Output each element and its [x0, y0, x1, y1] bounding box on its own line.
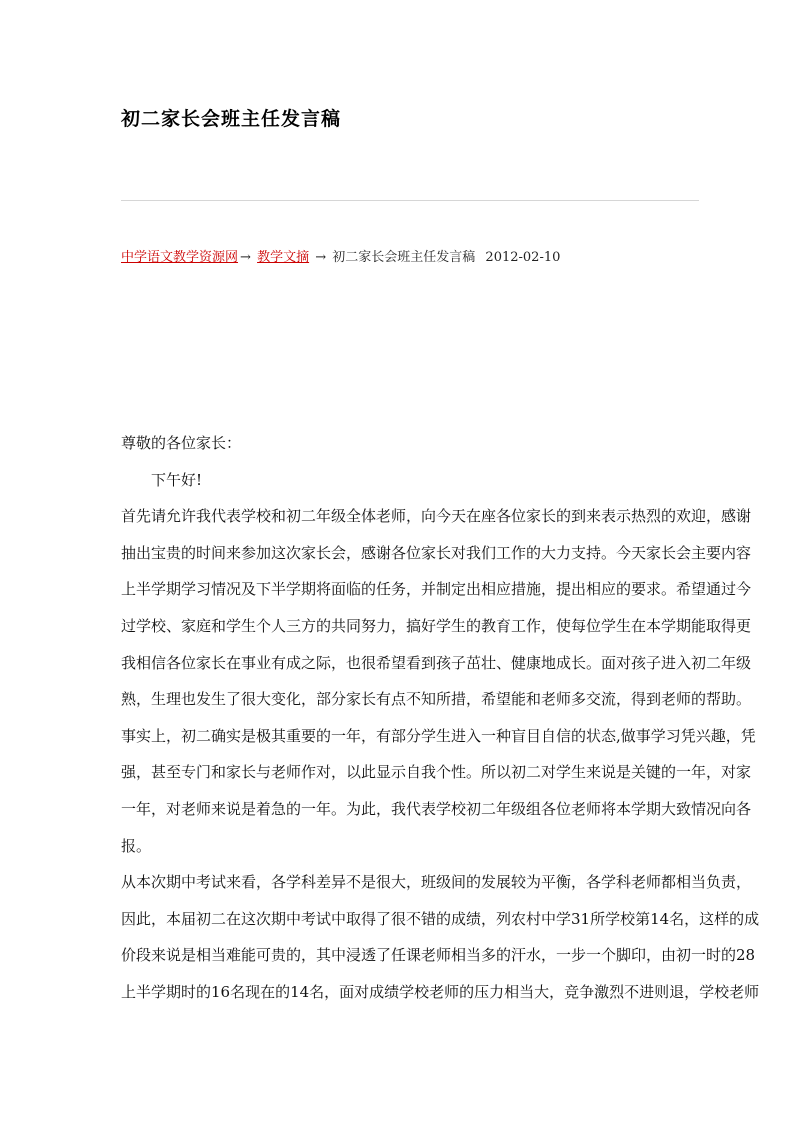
- article-body: [121, 425, 794, 1011]
- salutation: 尊敬的各位家长：: [121, 434, 242, 452]
- paragraph-line: 我相信各位家长在事业有成之际，也很希望看到孩子茁壮、健康地成长。面对孩子进入初二年级: [121, 653, 752, 672]
- paragraph-line: 过学校、家庭和学生个人三方的共同努力，搞好学生的教育工作，使每位学生在本学期能取得更: [121, 616, 752, 635]
- paragraph-line: 熟，生理也发生了很大变化，部分家长有点不知所措，希望能和老师多交流，得到老师的帮助。: [121, 690, 752, 709]
- breadcrumb-site-link[interactable]: 中学语文教学资源网: [121, 250, 239, 265]
- paragraph-line: 首先请允许我代表学校和初二年级全体老师，向今天在座各位家长的到来表示热烈的欢迎，感谢: [121, 507, 752, 526]
- paragraph-line: 报。: [121, 836, 152, 855]
- publish-date: 2012-02-10: [485, 250, 561, 265]
- paragraph-line: 从本次期中考试来看，各学科差异不是很大，班级间的发展较为平衡，各学科老师都相当负责，: [121, 873, 752, 892]
- breadcrumb-category-link[interactable]: 教学文摘: [257, 250, 310, 265]
- title-divider: [121, 200, 699, 201]
- paragraph-line: 价段来说是相当难能可贵的，其中浸透了任课老师相当多的汗水，一步一个脚印，由初一时的28: [121, 946, 756, 965]
- paragraph-line: 一年，对老师来说是着急的一年。为此，我代表学校初二年级组各位老师将本学期大致情况向各: [121, 799, 752, 818]
- paragraph-line: 因此，本届初二在这次期中考试中取得了很不错的成绩，列农村中学31所学校第14名，这样的成: [121, 909, 760, 928]
- page-title: 初二家长会班主任发言稿: [121, 108, 342, 130]
- breadcrumb-arrow: →: [315, 250, 327, 265]
- greeting: 下午好!: [151, 470, 203, 489]
- breadcrumb: [121, 249, 560, 267]
- breadcrumb-arrow: →: [240, 250, 251, 265]
- paragraph-line: 上半学期学习情况及下半学期将面临的任务，并制定出相应措施，提出相应的要求。希望通过今: [121, 580, 752, 599]
- paragraph-line: 上半学期时的16名现在的14名，面对成绩学校老师的压力相当大，竞争激烈不进则退，学校老师: [121, 982, 760, 1001]
- paragraph-line: 抽出宝贵的时间来参加这次家长会，感谢各位家长对我们工作的大力支持。今天家长会主要内容: [121, 543, 752, 562]
- paragraph-line: 事实上，初二确实是极其重要的一年，有部分学生进入一种盲目自信的状态,做事学习凭兴趣，凭: [121, 726, 756, 745]
- paragraph-line: 强，甚至专门和家长与老师作对，以此显示自我个性。所以初二对学生来说是关键的一年，对家: [121, 763, 752, 782]
- breadcrumb-current: 初二家长会班主任发言稿: [332, 250, 476, 265]
